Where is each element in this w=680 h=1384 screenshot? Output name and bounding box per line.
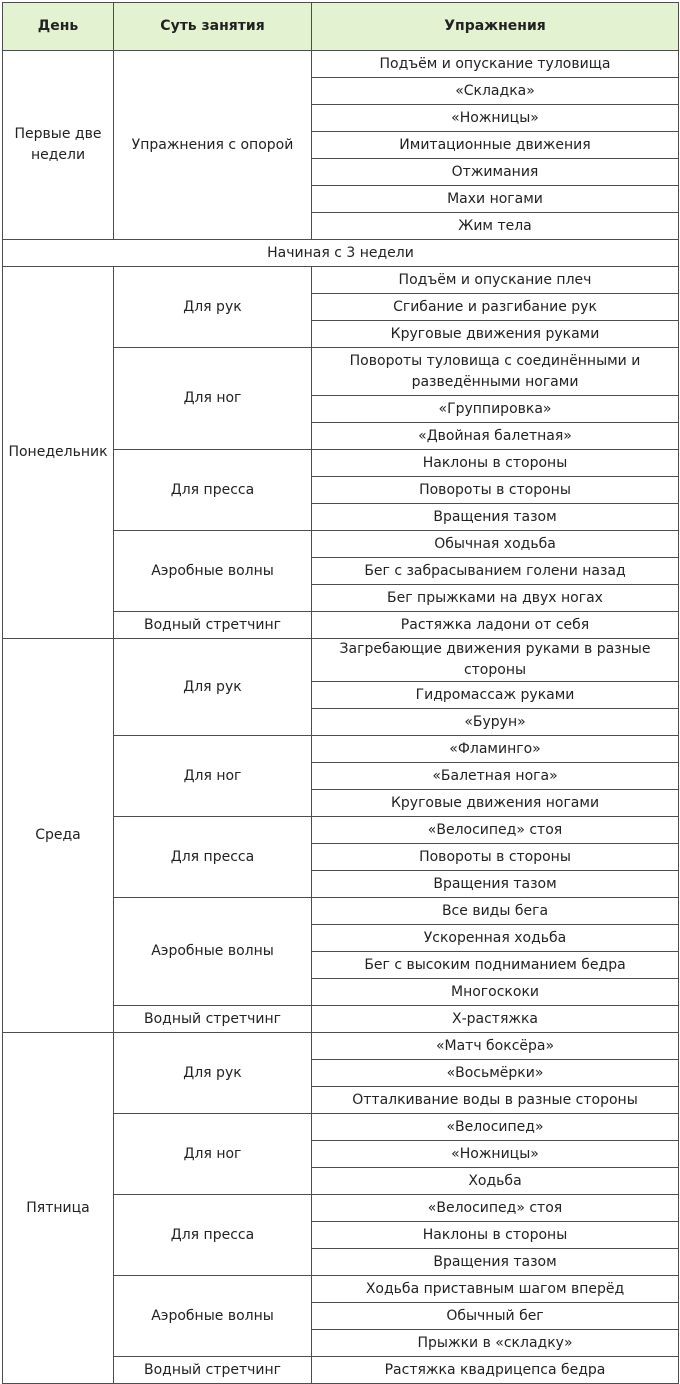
exercise-cell: Ходьба bbox=[312, 1168, 679, 1195]
exercise-cell: «Матч боксёра» bbox=[312, 1033, 679, 1060]
exercise-cell: Растяжка квадрицепса бедра bbox=[312, 1357, 679, 1384]
essence-cell: Для ног bbox=[114, 1114, 312, 1195]
header-essence: Суть занятия bbox=[114, 3, 312, 51]
exercise-cell: Вращения тазом bbox=[312, 504, 679, 531]
essence-cell: Для рук bbox=[114, 1033, 312, 1114]
exercise-cell: «Балетная нога» bbox=[312, 763, 679, 790]
exercise-cell: Отжимания bbox=[312, 159, 679, 186]
separator-cell: Начиная с 3 недели bbox=[3, 240, 679, 267]
exercise-cell: «Складка» bbox=[312, 78, 679, 105]
day-cell: Пятница bbox=[3, 1033, 114, 1384]
exercise-cell: «Группировка» bbox=[312, 396, 679, 423]
exercise-cell: Сгибание и разгибание рук bbox=[312, 294, 679, 321]
exercise-cell: Круговые движения ногами bbox=[312, 790, 679, 817]
essence-cell: Аэробные волны bbox=[114, 531, 312, 612]
exercise-cell: Все виды бега bbox=[312, 898, 679, 925]
exercise-cell: Подъём и опускание туловища bbox=[312, 51, 679, 78]
exercise-cell: Бег с высоким подниманием бедра bbox=[312, 952, 679, 979]
essence-cell: Упражнения с опорой bbox=[114, 51, 312, 240]
exercise-cell: «Велосипед» bbox=[312, 1114, 679, 1141]
separator-row bbox=[3, 240, 679, 267]
essence-cell: Для рук bbox=[114, 267, 312, 348]
exercise-cell: «Ножницы» bbox=[312, 1141, 679, 1168]
essence-cell: Аэробные волны bbox=[114, 898, 312, 1006]
exercise-cell: «Бурун» bbox=[312, 709, 679, 736]
exercise-cell: Махи ногами bbox=[312, 186, 679, 213]
exercise-cell: Растяжка ладони от себя bbox=[312, 612, 679, 639]
essence-cell: Водный стретчинг bbox=[114, 1006, 312, 1033]
table-row bbox=[3, 267, 679, 294]
essence-cell: Водный стретчинг bbox=[114, 612, 312, 639]
exercise-cell: «Ножницы» bbox=[312, 105, 679, 132]
exercise-cell: Подъём и опускание плеч bbox=[312, 267, 679, 294]
essence-cell: Для пресса bbox=[114, 817, 312, 898]
exercise-cell: «Восьмёрки» bbox=[312, 1060, 679, 1087]
exercise-cell: Наклоны в стороны bbox=[312, 450, 679, 477]
day-cell: Первые две недели bbox=[3, 51, 114, 240]
exercise-cell: Вращения тазом bbox=[312, 1249, 679, 1276]
exercise-cell: Бег прыжками на двух ногах bbox=[312, 585, 679, 612]
exercise-cell: Загребающие движения руками в разные стороны bbox=[312, 639, 679, 682]
exercise-cell: Отталкивание воды в разные стороны bbox=[312, 1087, 679, 1114]
exercise-cell: Обычная ходьба bbox=[312, 531, 679, 558]
exercise-cell: Х-растяжка bbox=[312, 1006, 679, 1033]
exercise-cell: «Фламинго» bbox=[312, 736, 679, 763]
exercise-cell: «Велосипед» стоя bbox=[312, 817, 679, 844]
exercise-cell: «Велосипед» стоя bbox=[312, 1195, 679, 1222]
exercise-cell: Ускоренная ходьба bbox=[312, 925, 679, 952]
exercise-cell: Многоскоки bbox=[312, 979, 679, 1006]
essence-cell: Водный стретчинг bbox=[114, 1357, 312, 1384]
essence-cell: Для ног bbox=[114, 348, 312, 450]
header-exercises: Упражнения bbox=[312, 3, 679, 51]
essence-cell: Для пресса bbox=[114, 1195, 312, 1276]
day-cell: Понедельник bbox=[3, 267, 114, 639]
essence-cell: Аэробные волны bbox=[114, 1276, 312, 1357]
essence-cell: Для пресса bbox=[114, 450, 312, 531]
exercise-cell: Круговые движения руками bbox=[312, 321, 679, 348]
exercise-cell: Обычный бег bbox=[312, 1303, 679, 1330]
table-row bbox=[3, 1033, 679, 1060]
essence-cell: Для рук bbox=[114, 639, 312, 736]
exercise-cell: Повороты туловища с соединёнными и разведёнными ногами bbox=[312, 348, 679, 396]
exercise-cell: Повороты в стороны bbox=[312, 477, 679, 504]
day-cell: Среда bbox=[3, 639, 114, 1033]
essence-cell: Для ног bbox=[114, 736, 312, 817]
exercise-schedule-table bbox=[2, 2, 679, 1384]
exercise-cell: Наклоны в стороны bbox=[312, 1222, 679, 1249]
exercise-cell: Ходьба приставным шагом вперёд bbox=[312, 1276, 679, 1303]
header-row bbox=[3, 3, 679, 51]
exercise-cell: Вращения тазом bbox=[312, 871, 679, 898]
exercise-cell: Повороты в стороны bbox=[312, 844, 679, 871]
exercise-cell: Имитационные движения bbox=[312, 132, 679, 159]
table-row bbox=[3, 639, 679, 682]
table-row bbox=[3, 51, 679, 78]
exercise-cell: Бег с забрасыванием голени назад bbox=[312, 558, 679, 585]
exercise-cell: Гидромассаж руками bbox=[312, 682, 679, 709]
exercise-cell: Прыжки в «складку» bbox=[312, 1330, 679, 1357]
exercise-cell: «Двойная балетная» bbox=[312, 423, 679, 450]
exercise-cell: Жим тела bbox=[312, 213, 679, 240]
header-day: День bbox=[3, 3, 114, 51]
